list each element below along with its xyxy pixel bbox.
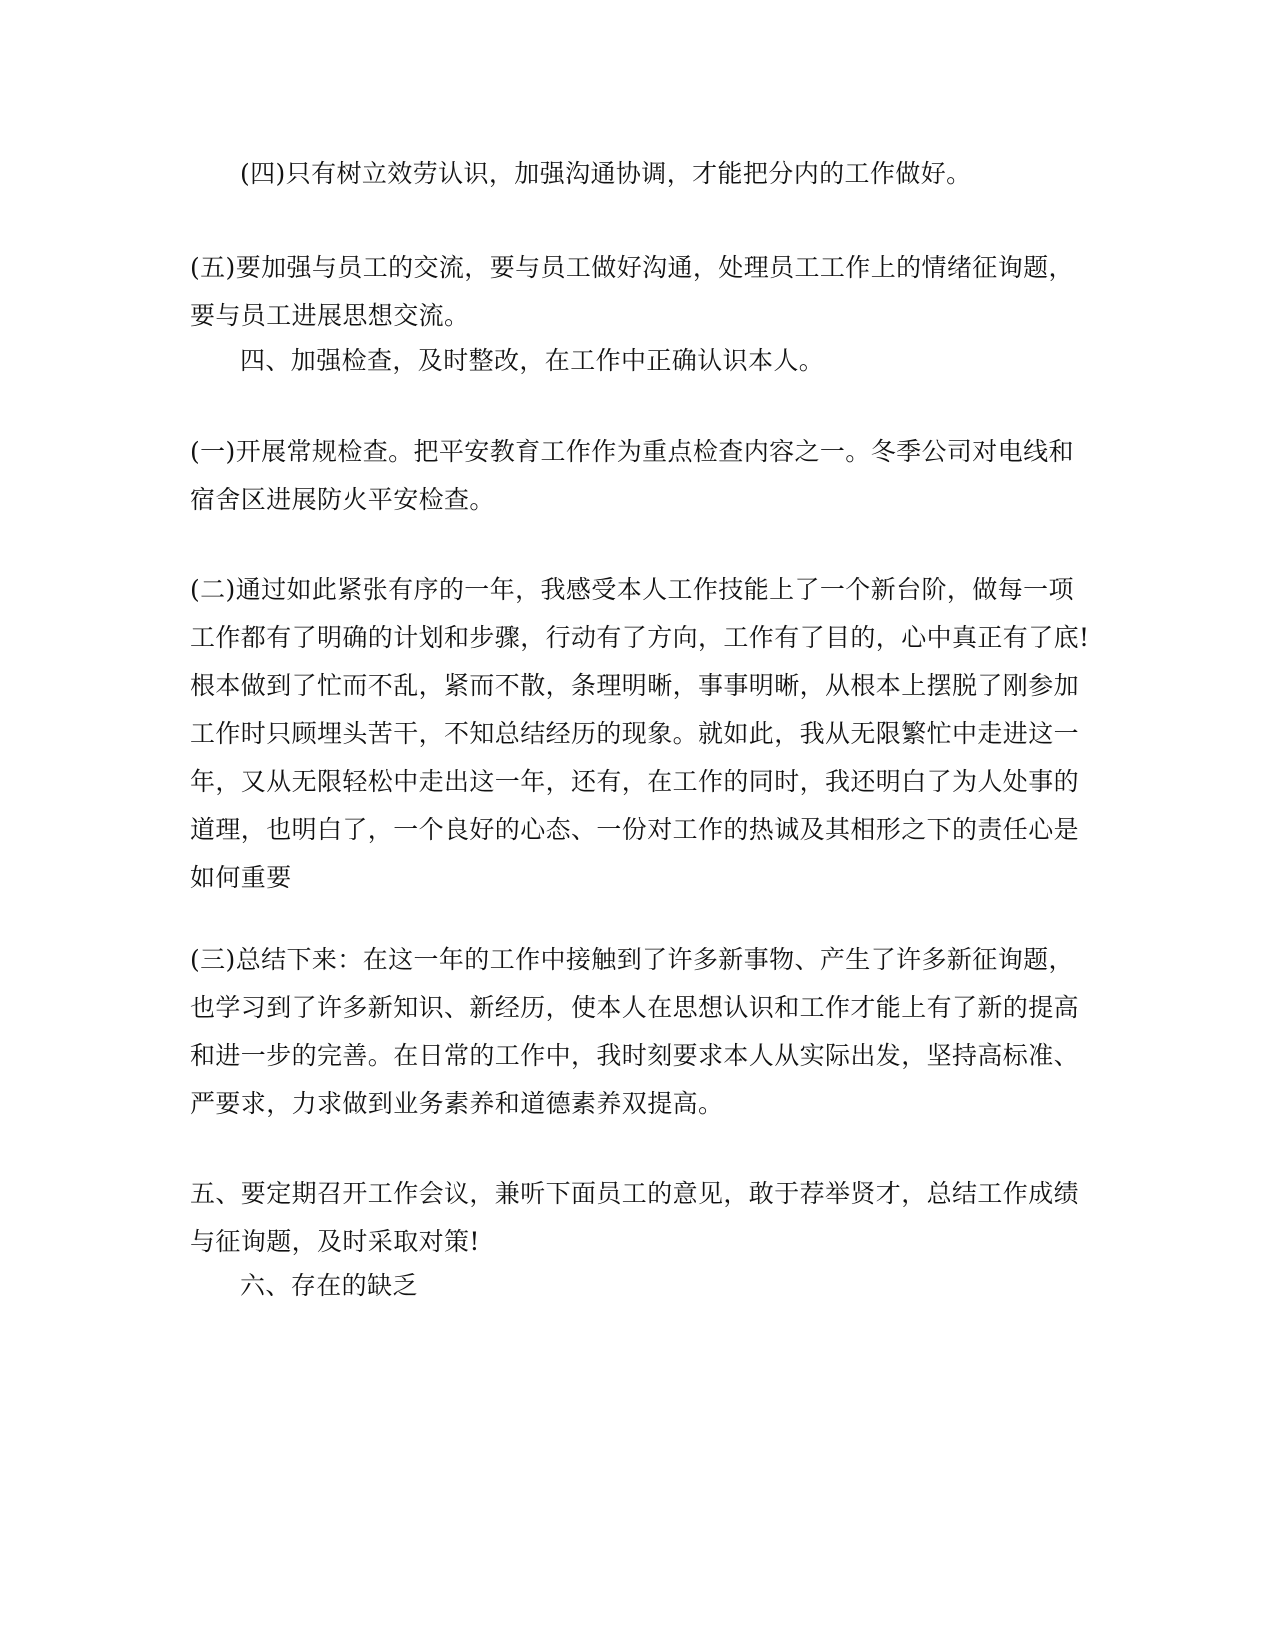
- text-line: 和进一步的完善。在日常的工作中，我时刻要求本人从实际出发，坚持高标准、: [190, 1041, 1080, 1070]
- text-line: 六、存在的缺乏: [240, 1271, 418, 1300]
- text-line: (三)总结下来：在这一年的工作中接触到了许多新事物、产生了许多新征询题，: [190, 945, 1074, 974]
- text-line: (五)要加强与员工的交流，要与员工做好沟通，处理员工工作上的情绪征询题，: [190, 253, 1074, 282]
- text-line: 严要求，力求做到业务素养和道德素养双提高。: [190, 1089, 724, 1118]
- text-line: 宿舍区进展防火平安检查。: [190, 485, 495, 514]
- text-line: 与征询题，及时采取对策!: [190, 1227, 480, 1256]
- paragraph-4-service-awareness: [190, 150, 1090, 198]
- text-line: 根本做到了忙而不乱，紧而不散，条理明晰，事事明晰，从根本上摆脱了刚参加: [190, 671, 1080, 700]
- paragraph-2-year-review: [190, 566, 1090, 902]
- text-line: 年，又从无限轻松中走出这一年，还有，在工作的同时，我还明白了为人处事的: [190, 767, 1080, 796]
- paragraph-3-summary: [190, 936, 1090, 1128]
- text-line: 五、要定期召开工作会议，兼听下面员工的意见，敢于荐举贤才，总结工作成绩: [190, 1179, 1080, 1208]
- paragraph-5-staff-communication: [190, 244, 1090, 340]
- text-line: (一)开展常规检查。把平安教育工作作为重点检查内容之一。冬季公司对电线和: [190, 437, 1074, 466]
- paragraph-1-routine-inspection: [190, 428, 1090, 524]
- text-line: 工作时只顾埋头苦干，不知总结经历的现象。就如此，我从无限繁忙中走进这一: [190, 719, 1080, 748]
- text-line: (二)通过如此紧张有序的一年，我感受本人工作技能上了一个新台阶，做每一项: [190, 575, 1074, 604]
- section-4-heading: [190, 337, 1090, 385]
- text-line: 也学习到了许多新知识、新经历，使本人在思想认识和工作才能上有了新的提高: [190, 993, 1080, 1022]
- text-line: 工作都有了明确的计划和步骤，行动有了方向，工作有了目的，心中真正有了底!: [190, 623, 1090, 652]
- text-line: 道理，也明白了，一个良好的心态、一份对工作的热诚及其相形之下的责任心是: [190, 815, 1080, 844]
- section-6-heading: [190, 1262, 1090, 1310]
- text-line: 四、加强检查，及时整改，在工作中正确认识本人。: [240, 346, 825, 375]
- text-line: 要与员工进展思想交流。: [190, 301, 470, 330]
- text-line: 如何重要: [190, 863, 292, 892]
- section-5-work-meetings: [190, 1170, 1090, 1266]
- text-line: (四)只有树立效劳认识，加强沟通协调，才能把分内的工作做好。: [240, 159, 972, 188]
